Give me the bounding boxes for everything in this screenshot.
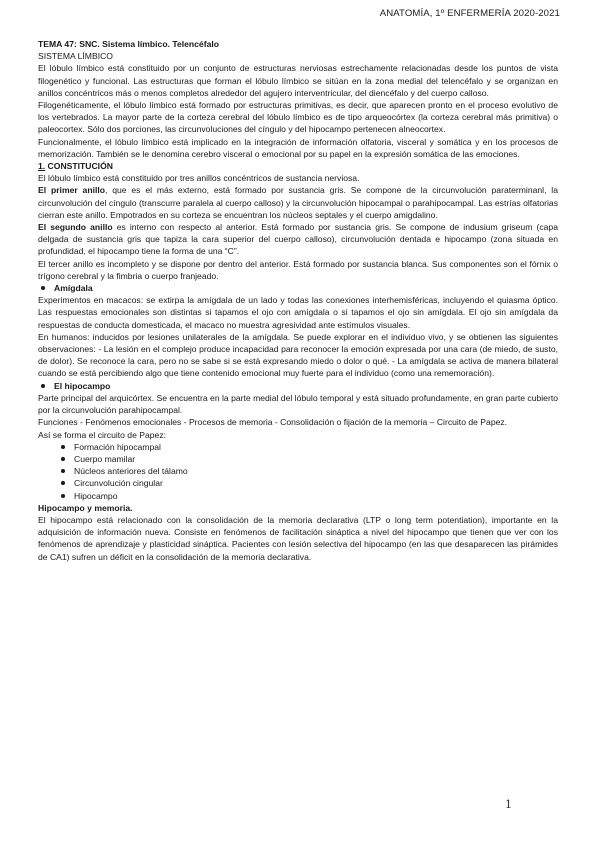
ring1-text: , que es el más externo, está formado por sustancia gris. Se compone de la circunvolución paraterminanl, la circunvolución del cíngulo (transcurre paralela al cuerpo calloso) y la circunvolución hipocampal o parahipocampal. Las estrías olfatorias cierran este anillo. Empotrados en su corteza se encuentran los núcleos septales y el cuerpo amigdalino. bbox=[38, 185, 558, 220]
bullet-icon bbox=[61, 445, 65, 449]
bullet-icon bbox=[61, 469, 65, 473]
intro-paragraph-3: Funcionalmente, el lóbulo límbico está implicado en la integración de información olfatoria, visceral y somática y en los procesos de memorización. También se le denomina cerebro visceral o emocional por su papel en la expresión somática de las emociones. bbox=[38, 136, 558, 159]
list-item: Circunvolución cingular bbox=[38, 477, 558, 489]
list-item: Cuerpo mamilar bbox=[38, 453, 558, 465]
amigdala-title: Amígdala bbox=[54, 283, 93, 294]
section-number: 1. bbox=[38, 161, 46, 172]
hipocampo-paragraph-2: Funciones - Fenómenos emocionales - Procesos de memoria - Consolidación o fijación de la memoria – Circuito de Papez. bbox=[38, 417, 508, 428]
intro-paragraph-2: Filogenéticamente, el lóbulo límbico está formado por estructuras primitivas, es decir, que aparecen pronto en el proceso evolutivo de los vertebrados. La mayor parte de la corteza cerebral del lóbulo límbico es de tipo arqueocórtex (la corteza cerebral más primitiva) o paleocortex. Sólo dos porciones, las circunvoluciones del cíngulo y del hipocampo pertenecen alneocortex. bbox=[38, 100, 558, 135]
papez-intro: Así se forma el circuito de Papez: bbox=[38, 429, 167, 440]
ring3-paragraph: El tercer anillo es incompleto y se dispone por dentro del anterior. Está formado por sustancia blanca. Sus componentes son el fórnix o trígono cerebral y la fimbria o cuerpo franjeado. bbox=[38, 258, 558, 281]
list-item: Núcleos anteriores del tálamo bbox=[38, 465, 558, 477]
running-header: ANATOMÍA, 1º ENFERMERÍA 2020-2021 bbox=[379, 8, 560, 19]
memoria-heading: Hipocampo y memoria. bbox=[38, 502, 133, 513]
constitucion-intro: El lóbulo límbico está constituido por tres anillos concéntricos de sustancia nerviosa. bbox=[38, 173, 360, 184]
ring1-paragraph bbox=[38, 184, 558, 221]
ring1-lead: El primer anillo bbox=[38, 185, 105, 196]
bullet-icon bbox=[61, 494, 65, 498]
page-number: 1 bbox=[505, 798, 512, 811]
section-heading-constitucion bbox=[38, 160, 558, 172]
amigdala-heading bbox=[38, 282, 558, 294]
section-title: CONSTITUCIÓN bbox=[45, 161, 113, 172]
hipocampo-title: El hipocampo bbox=[54, 380, 111, 391]
amigdala-paragraph-2: En humanos: inducidos por lesiones unilaterales de la amígdala. Se puede explorar en el individuo vivo, y se obtienen las siguientes observaciones: - La lesión en el complejo produce incapacidad para reconocer la emoción expresada por una cara (de miedo, de susto, de dolor). Se reconoce la cara, pero no se sabe si se está expresando miedo o dolor o qué. - La amígdala se activa de manera bilateral cuando se está percibiendo algo que tiene contenido emocional muy fuerte para el individuo (como una rememoración). bbox=[38, 331, 558, 379]
memoria-paragraph: El hipocampo está relacionado con la consolidación de la memoria declarativa (LTP o long term potentiation), importante en la adquisición de información nueva. Consiste en fenómenos de facilitación sináptica a nivel del hipocampo que tienen que ver con los fenómenos de aprendizaje y plasticidad sináptica. Pacientes con lesión selectiva del hipocampo (en las que desaparecen las pirámides de CA1) sufren un déficit en la consolidación de la memoria declarativa. bbox=[38, 514, 558, 562]
bullet-icon bbox=[61, 457, 65, 461]
bullet-icon bbox=[41, 286, 45, 290]
hipocampo-paragraph-1: Parte principal del arquicórtex. Se encuentra en la parte medial del lóbulo temporal y está situado profundamente, en gran parte cubierto por la circunvolución parahipocampal. bbox=[38, 392, 558, 416]
amigdala-paragraph-1: Experimentos en macacos: se extirpa la amígdala de un lado y todas las conexiones interhemisféricas, incluyendo el quiasma óptico. Las respuestas emocionales son distintas si tapamos el ojo con amígdala o si tapamos el ojo sin amígdala. El ojo sin amígdala da respuestas de conducta domesticada, el macaco no muestra agresividad ante estímulos visuales. bbox=[38, 295, 558, 330]
bullet-icon bbox=[61, 481, 65, 485]
ring2-lead: El segundo anillo bbox=[38, 222, 113, 233]
list-item: Formación hipocampal bbox=[38, 441, 558, 453]
document-body bbox=[38, 38, 558, 563]
intro-paragraph-1: El lóbulo límbico está constituido por un conjunto de estructuras nerviosas estrechamente relacionadas desde los puntos de vista filogenético y funcional. Las estructuras que forman el lóbulo límbico se sitúan en la zona medial del telencéfalo y se organizan en anillos concéntricos más o menos completos alrededor del agujero interventricular, del diencéfalo y del cuerpo calloso. bbox=[38, 63, 558, 98]
section-subtitle: SISTEMA LÍMBICO bbox=[38, 51, 113, 62]
papez-list bbox=[38, 441, 558, 502]
ring2-paragraph bbox=[38, 221, 558, 258]
hipocampo-heading bbox=[38, 380, 558, 392]
ring2-text: es interno con respecto al anterior. Está formado por sustancia gris. Se compone de indusium griseum (capa delgada de sustancia gris que tapiza la cara superior del cuerpo calloso), circunvolución dentada e hipocampo (zona situada en profundidad, el hipocampo tiene la forma de una “C”. bbox=[38, 222, 558, 257]
page-title: TEMA 47: SNC. Sistema límbico. Telencéfalo bbox=[38, 39, 219, 49]
bullet-icon bbox=[41, 384, 45, 388]
list-item: Hipocampo bbox=[38, 490, 558, 502]
